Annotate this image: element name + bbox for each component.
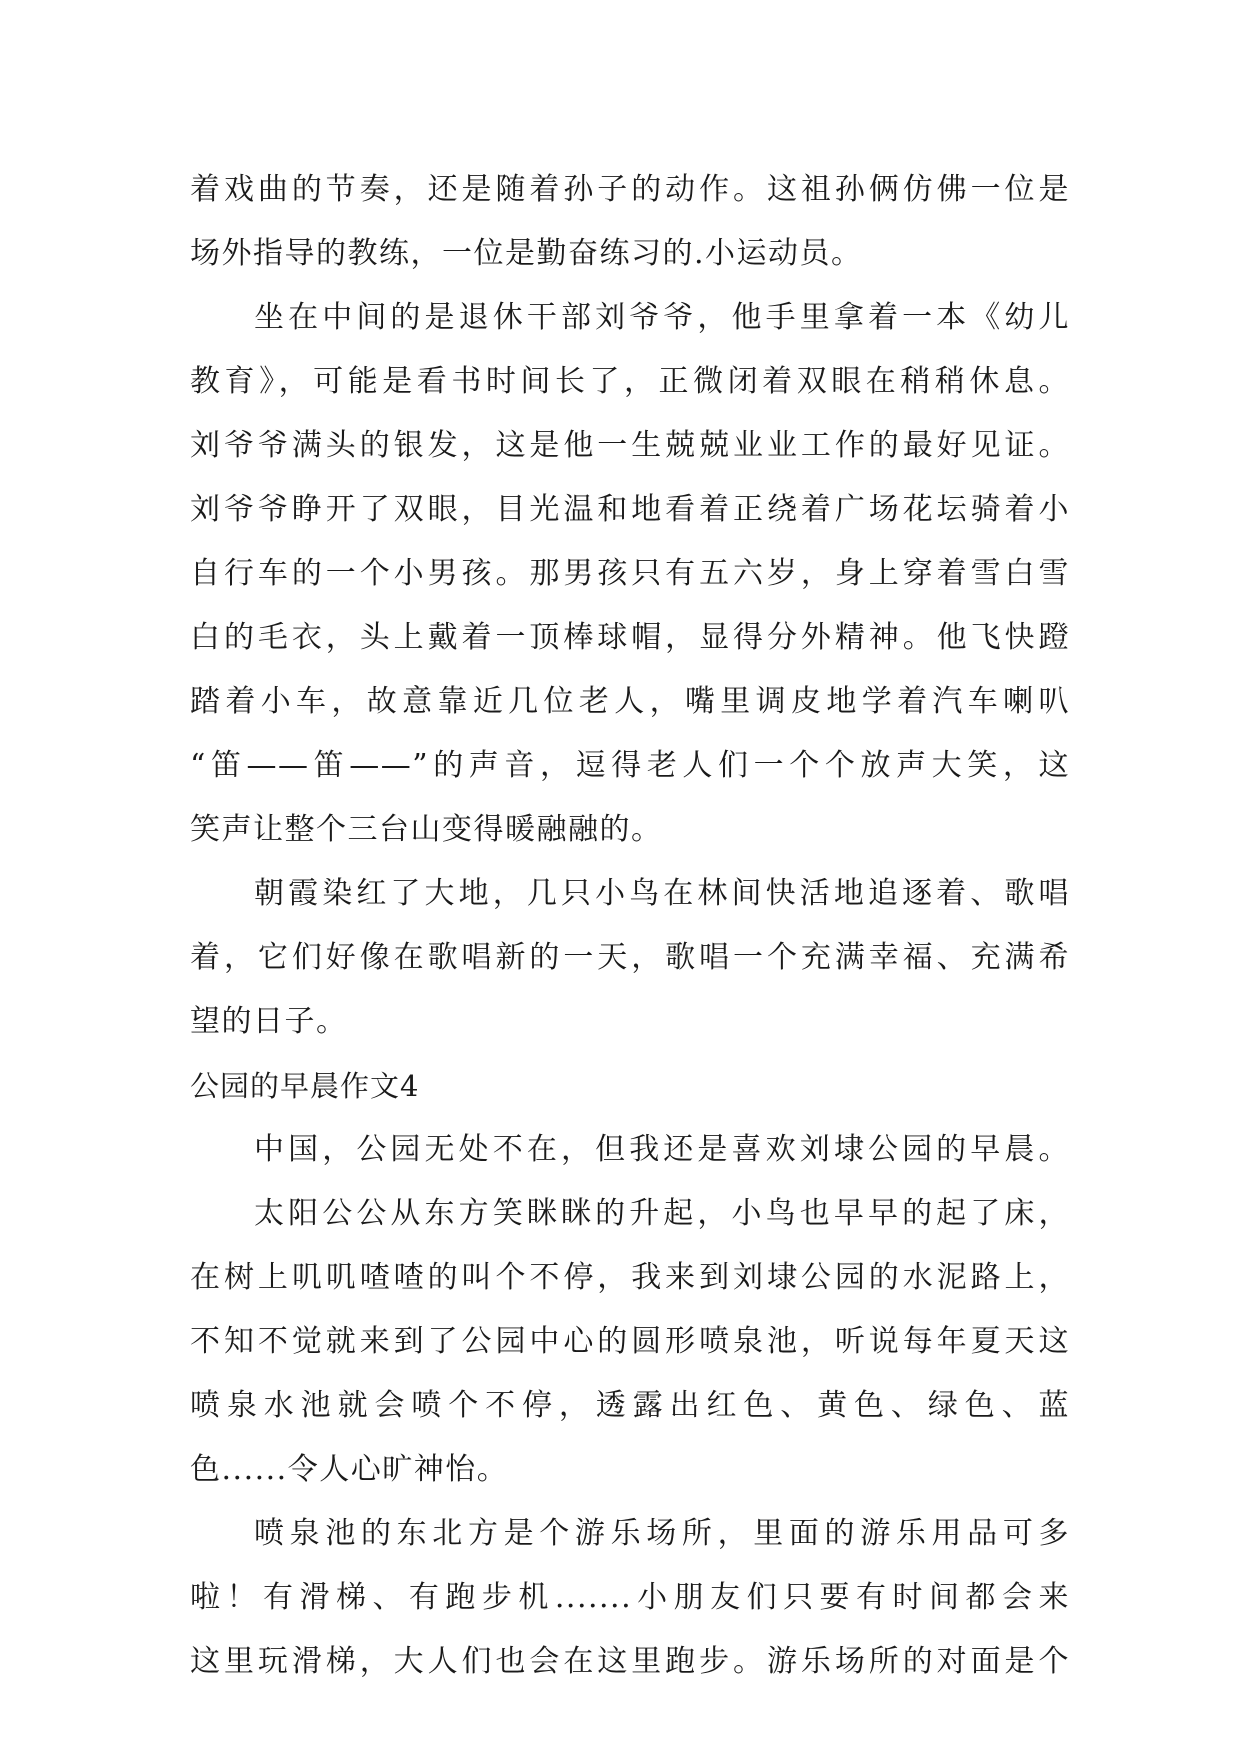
paragraph-line: 坐在中间的是退休干部刘爷爷，他手里拿着一本《幼儿 [254,300,1070,335]
section-heading: 公园的早晨作文4 [190,1069,420,1103]
paragraph-line: 教育》，可能是看书时间长了，正微闭着双眼在稍稍休息。 [190,364,1070,399]
document-body [190,158,1070,1694]
paragraph-line: 太阳公公从东方笑眯眯的升起，小鸟也早早的起了床， [254,1196,1070,1231]
paragraph-line: 喷泉池的东北方是个游乐场所，里面的游乐用品可多 [254,1516,1070,1551]
paragraph-line: “笛——笛——”的声音，逗得老人们一个个放声大笑，这 [190,748,1070,783]
paragraph-line: 踏着小车，故意靠近几位老人，嘴里调皮地学着汽车喇叭 [190,684,1070,719]
paragraph-line: 场外指导的教练，一位是勤奋练习的.小运动员。 [190,236,863,271]
paragraph-line: 这里玩滑梯，大人们也会在这里跑步。游乐场所的对面是个 [190,1644,1070,1679]
paragraph-line: 朝霞染红了大地，几只小鸟在林间快活地追逐着、歌唱 [254,876,1070,911]
paragraph-line: 刘爷爷满头的银发，这是他一生兢兢业业工作的最好见证。 [190,428,1070,463]
paragraph-line: 白的毛衣，头上戴着一顶棒球帽，显得分外精神。他飞快蹬 [190,620,1070,655]
paragraph-line: 不知不觉就来到了公园中心的圆形喷泉池，听说每年夏天这 [190,1324,1070,1359]
paragraph-line: 笑声让整个三台山变得暖融融的。 [190,812,663,847]
paragraph-line: 自行车的一个小男孩。那男孩只有五六岁，身上穿着雪白雪 [190,556,1070,591]
paragraph-line: 望的日子。 [190,1004,348,1039]
paragraph-line: 啦！有滑梯、有跑步机.......小朋友们只要有时间都会来 [190,1580,1070,1615]
paragraph-line: 色......令人心旷神怡。 [190,1452,509,1487]
paragraph-line: 中国，公园无处不在，但我还是喜欢刘埭公园的早晨。 [254,1132,1070,1167]
paragraph-line: 着，它们好像在歌唱新的一天，歌唱一个充满幸福、充满希 [190,940,1070,975]
paragraph-line: 在树上叽叽喳喳的叫个不停，我来到刘埭公园的水泥路上， [190,1260,1070,1295]
paragraph-line: 刘爷爷睁开了双眼，目光温和地看着正绕着广场花坛骑着小 [190,492,1070,527]
paragraph-line: 着戏曲的节奏，还是随着孙子的动作。这祖孙俩仿佛一位是 [190,172,1070,207]
paragraph-line: 喷泉水池就会喷个不停，透露出红色、黄色、绿色、蓝 [190,1388,1070,1423]
